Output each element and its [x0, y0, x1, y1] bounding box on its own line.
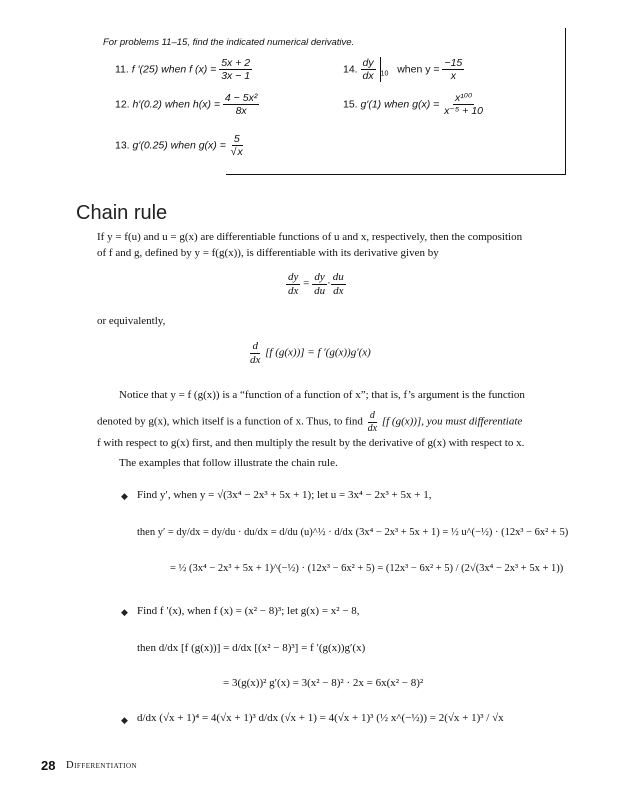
chain-rule-eq: $\frac{dy}{dx}$ = $\frac{dy}{du}$ · $\frac{du}{dx}$	[288, 271, 344, 297]
problem-12-lhs: h′(0.2) when h(x) =	[132, 98, 220, 111]
problem-12-label: 12.	[115, 98, 130, 111]
paragraph-1: If y = f(u) and u = g(x) are differentiable functions of u and x, respectively, then the composition	[97, 231, 523, 243]
problems-box-right	[565, 28, 566, 174]
problems-box-bottom	[226, 174, 566, 175]
paragraph-1b: of f and g, defined by y = f(g(x)), is differentiable with its derivative given by	[97, 247, 439, 259]
problem-14	[343, 57, 464, 82]
problem-14-label: 14.	[343, 63, 358, 76]
problem-12	[115, 92, 259, 117]
problem-14-den: dx	[362, 70, 374, 83]
section-title: Chain rule	[76, 202, 168, 224]
problem-13-lhs: g′(0.25) when g(x) =	[132, 139, 226, 152]
example-2-line-3: = 3(g(x))² g′(x) = 3(x² − 8)² · 2x = 6x(x² − 8)²	[223, 677, 424, 689]
problem-15-den: x⁻⁵ + 10	[444, 105, 484, 118]
example-3-line-1: d/dx (√x + 1)⁴ = 4(√x + 1)³ d/dx (√x + 1) = 4(√x + 1)³ (½ x^(−½)) = 2(√x + 1)³ / √x	[137, 712, 504, 724]
problem-11-num: 5x + 2	[221, 57, 251, 69]
problem-13-den: x	[237, 146, 243, 159]
problem-11	[115, 57, 252, 82]
example-2-line-2: then d/dx [f (g(x))] = d/dx [(x² − 8)³] = f ′(g(x))g′(x)	[137, 642, 366, 654]
problem-14-sub: 10	[380, 70, 389, 78]
problem-15	[343, 92, 485, 117]
notice-line-1: Notice that y = f (g(x)) is a “function of a function of x”; that is, f’s argument is the function	[119, 389, 525, 401]
problem-14-rden: x	[450, 70, 456, 83]
problem-14-mid: when y =	[397, 63, 440, 76]
bullet-icon: ◆	[121, 608, 128, 618]
chapter-name: Differentiation	[66, 760, 138, 771]
example-1-line-1: Find y′, when y = √(3x⁴ − 2x³ + 5x + 1); let u = 3x⁴ − 2x³ + 5x + 1,	[137, 489, 432, 501]
problem-13: 13. g′(0.25) when g(x) = $\frac{5}{√x}$	[115, 133, 243, 159]
notice-line-3: f with respect to g(x) first, and then multiply the result by the derivative of g(x) with respect to x.	[97, 437, 525, 449]
notice-line-2: denoted by g(x), which itself is a function of x. Thus, to find $\frac{d}{dx}$ [f (g(x))], you must differentiate	[97, 410, 523, 434]
problem-14-num: dy	[362, 57, 374, 69]
example-1-line-3: = ½ (3x⁴ − 2x³ + 5x + 1)^(−½) · (12x³ − 6x² + 5) = (12x³ − 6x² + 5) / (2√(3x⁴ − 2x³ + 5x + 1))	[170, 563, 564, 574]
problem-11-den: 3x − 1	[221, 70, 251, 83]
problems-intro: For problems 11–15, find the indicated numerical derivative.	[103, 37, 355, 48]
problem-11-label: 11.	[115, 63, 129, 76]
chain-rule-eq-2: $\frac{d}{dx}$ [f (g(x))] = f ′(g(x))g′(x)	[250, 340, 371, 366]
problem-15-lhs: g′(1) when g(x) =	[360, 98, 440, 111]
example-1-line-2: then y′ = dy/dx = dy/du · du/dx = d/du (u)^½ · d/dx (3x⁴ − 2x³ + 5x + 1) = ½ u^(−½) · (12x³ − 6x² + 5)	[137, 527, 569, 538]
problem-14-rnum: −15	[444, 57, 463, 69]
problem-12-den: 8x	[235, 105, 247, 118]
problem-15-num: x¹⁰⁰	[455, 92, 473, 104]
problem-13-label: 13.	[115, 139, 130, 152]
example-2-line-1: Find f ′(x), when f (x) = (x² − 8)³; let g(x) = x² − 8,	[137, 605, 360, 617]
page-number: 28	[41, 758, 56, 773]
examples-intro: The examples that follow illustrate the chain rule.	[119, 457, 338, 469]
or-equivalently: or equivalently,	[97, 315, 166, 327]
problem-15-label: 15.	[343, 98, 358, 111]
bullet-icon: ◆	[121, 492, 128, 502]
problem-11-lhs: f ′(25) when f (x) =	[131, 63, 217, 76]
problem-12-num: 4 − 5x²	[224, 92, 258, 104]
bullet-icon: ◆	[121, 716, 128, 726]
problem-13-num: 5	[233, 133, 240, 145]
